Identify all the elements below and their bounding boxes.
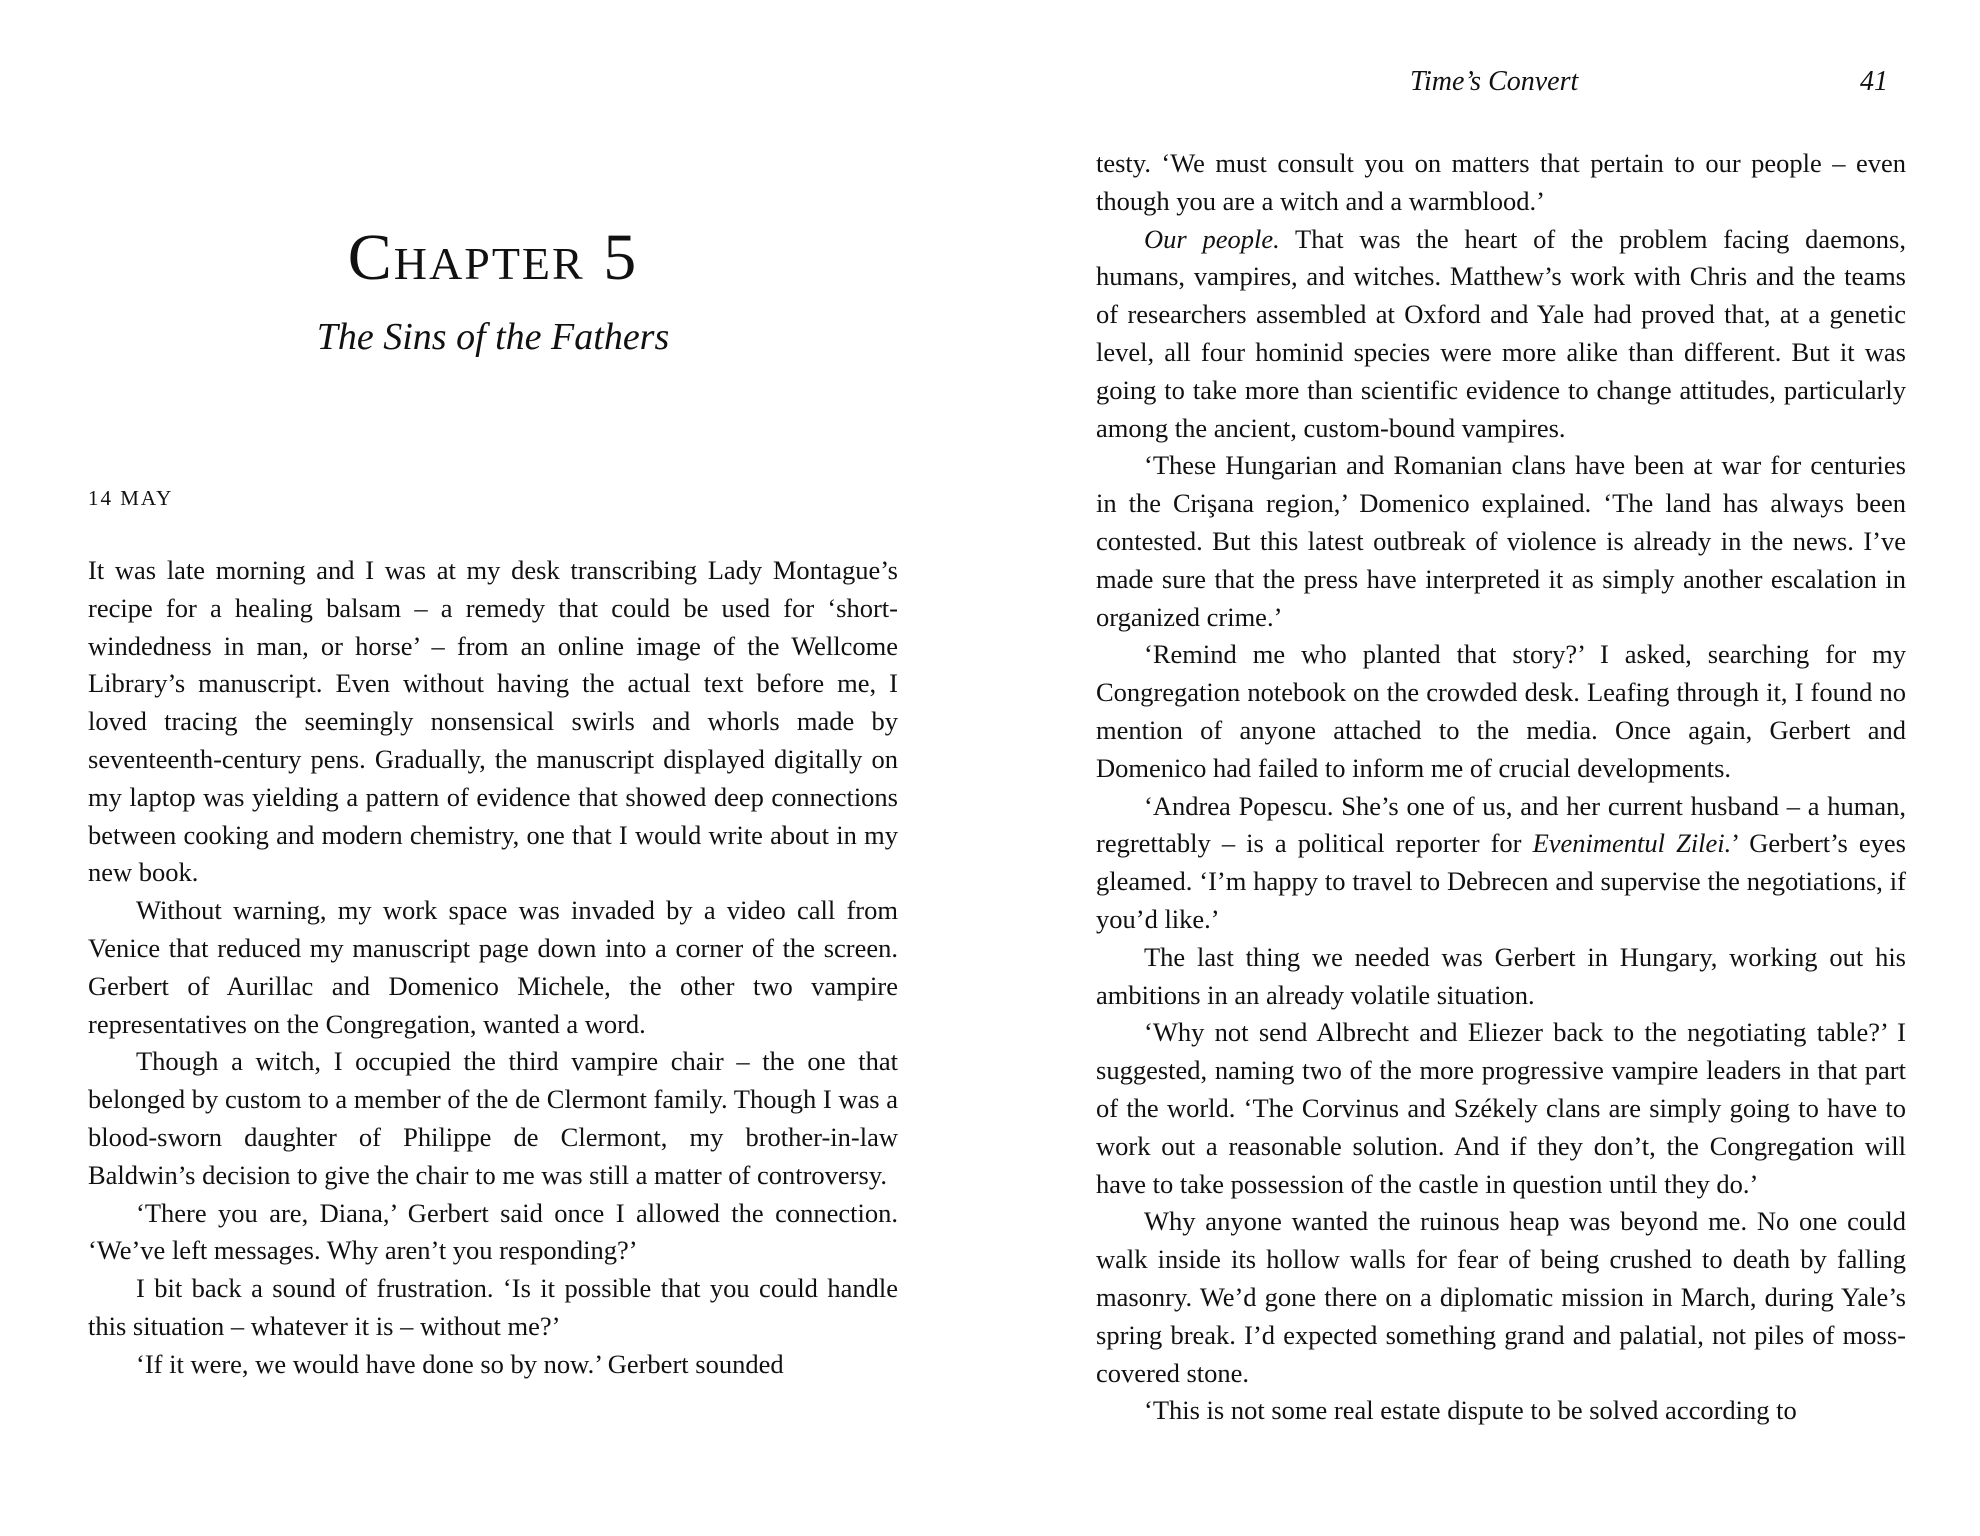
paragraph-text: ’ Gerbert’s eyes gleamed. ‘I’m happy to travel to Debrecen and supervise the negotiations, if you’d like.’ [1096,828,1906,934]
paragraph: ‘This is not some real estate dispute to be solved according to [1144,1395,1797,1426]
page-number: 41 [1860,66,1888,97]
paragraph: ‘There you are, Diana,’ Gerbert said once I allowed the connection. ‘We’ve left messages. Why aren’t you responding?’ [88,1197,898,1266]
paragraph: It was late morning and I was at my desk transcribing Lady Montague’s recipe for a healing balsam – a remedy that could be used for ‘short-windedness in man, or horse’ – from an online image of the Wellcome Library’s manuscript. Even without having the actual text before me, I loved tracing the seemingly nonsensical swirls and whorls made by seventeenth-century pens. Gradually, the manuscript displayed digitally on my laptop was yielding a pattern of evidence that showed deep connections between cooking and modern chemistry, one that I would write about in my new book. [88,555,898,888]
paragraph: I bit back a sound of frustration. ‘Is it possible that you could handle this situation – whatever it is – without me?’ [88,1273,898,1341]
right-page [990,0,1980,1536]
paragraph-text: ‘Andrea Popescu. She’s one of us, and her current husband – a human, regrettably – is a political reporter for [1096,790,1906,859]
running-head: Time’s Convert [1410,66,1579,97]
paragraph: Without warning, my work space was invaded by a video call from Venice that reduced my manuscript page down into a corner of the screen. Gerbert of Aurillac and Domenico Michele, the other two vampire representatives on the Congregation, wanted a word. [88,895,898,1039]
date-heading: 14 MAY [88,486,174,510]
left-page-body [88,552,898,1384]
paragraph [1096,788,1906,939]
paragraph: testy. ‘We must consult you on matters that pertain to our people – even though you are a witch and a warmblood.’ [1096,148,1906,216]
right-page-body [1096,145,1906,1430]
newspaper-title: Evenimentul Zilei. [1532,828,1732,859]
paragraph: Why anyone wanted the ruinous heap was beyond me. No one could walk inside its hollow walls for fear of being crushed to death by falling masonry. We’d gone there on a diplomatic mission in March, during Yale’s spring break. I’d expected something grand and palatial, not piles of moss-covered stone. [1096,1206,1906,1388]
paragraph: ‘Why not send Albrecht and Eliezer back to the negotiating table?’ I suggested, naming two of the more progressive vampire leaders in that part of the world. ‘The Corvinus and Székely clans are simply going to have to work out a reasonable solution. And if they don’t, the Congregation will have to take possession of the castle in question until they do.’ [1096,1017,1906,1199]
paragraph [1096,221,1906,448]
paragraph: ‘These Hungarian and Romanian clans have been at war for centuries in the Crişana region,’ Domenico explained. ‘The land has always been contested. But this latest outbreak of violence is already in the news. I’ve made sure that the press have interpreted it as simply another escalation in organized crime.’ [1096,450,1906,632]
paragraph-text: That was the heart of the problem facing daemons, humans, vampires, and witches. Matthew’s work with Chris and the teams of researchers assembled at Oxford and Yale had proved that, at a genetic level, all four hominid species were more alike than different. But it was going to take more than scientific evidence to change attitudes, particularly among the ancient, custom-bound vampires. [1096,223,1906,443]
paragraph: The last thing we needed was Gerbert in Hungary, working out his ambitions in an already volatile situation. [1096,941,1906,1010]
paragraph: ‘If it were, we would have done so by now.’ Gerbert sounded [136,1348,784,1379]
paragraph: Though a witch, I occupied the third vampire chair – the one that belonged by custom to a member of the de Clermont family. Though I was a blood-sworn daughter of Philippe de Clermont, my brother-in-law Baldwin’s decision to give the chair to me was still a matter of controversy. [88,1046,898,1190]
emphasis: Our people. [1144,223,1280,254]
paragraph: ‘Remind me who planted that story?’ I asked, searching for my Congregation notebook on the crowded desk. Leafing through it, I found no mention of anyone attached to the media. Once again, Gerbert and Domenico had failed to inform me of crucial developments. [1096,639,1906,783]
chapter-subtitle: The Sins of the Fathers [316,316,670,358]
chapter-title: Chapter 5 [347,221,639,294]
